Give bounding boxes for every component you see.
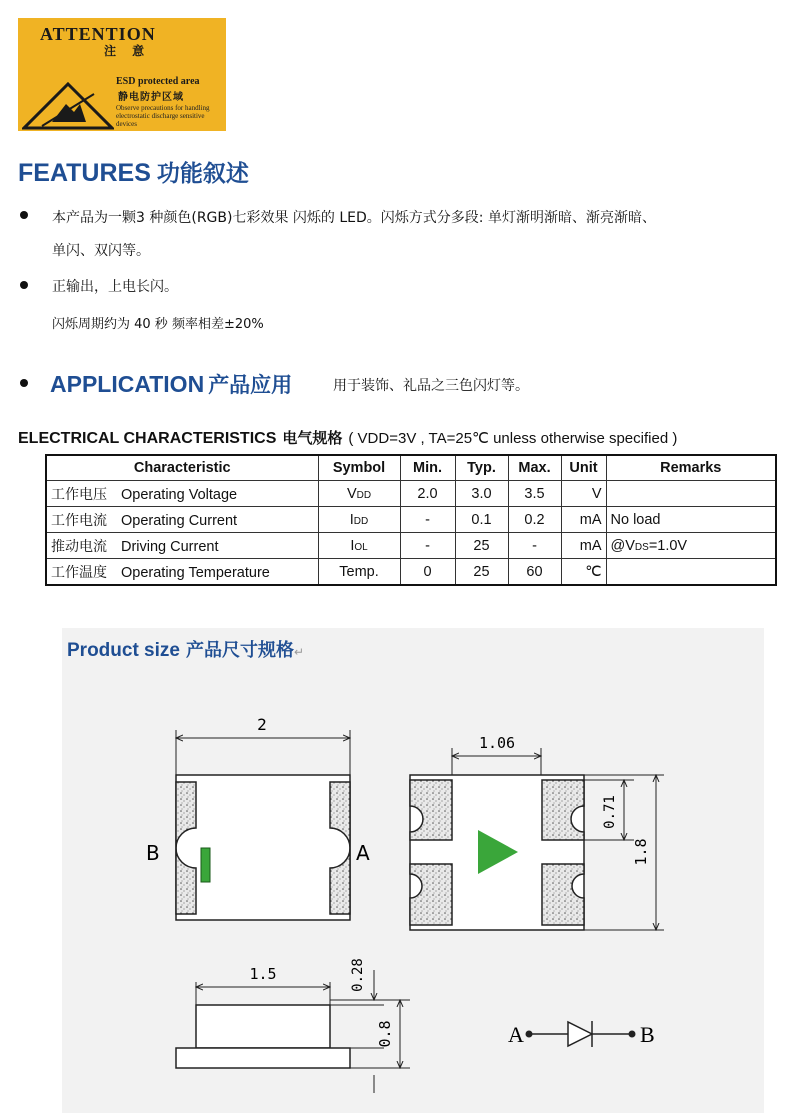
- cell-unit: mA: [561, 533, 606, 559]
- characteristic-cn: 工作电流: [51, 512, 107, 529]
- characteristic-en: Operating Current: [121, 512, 238, 529]
- remarks-pre: No load: [610, 511, 661, 528]
- symbol-main: I: [349, 511, 354, 528]
- characteristic-en: Operating Voltage: [121, 486, 238, 503]
- esd-protected-text: ESD protected area: [116, 76, 200, 87]
- characteristic-cn: 工作电压: [51, 486, 107, 503]
- top-view: [146, 715, 370, 920]
- electrical-title-en: ELECTRICAL CHARACTERISTICS: [18, 430, 277, 447]
- diode-icon: [568, 1022, 592, 1046]
- esd-protected-cn: 静电防护区域: [118, 92, 184, 103]
- features-heading-en: FEATURES: [18, 159, 151, 187]
- esd-title-cn: 注 意: [104, 44, 151, 58]
- characteristic-en: Operating Temperature: [121, 564, 270, 581]
- col-header-unit: Unit: [561, 455, 606, 481]
- dim-width: 2: [257, 715, 267, 734]
- feature-1-line-1: 本产品为一颗3 种颜色(RGB)七彩效果 闪烁的 LED。闪烁方式分多段: 单灯渐明渐暗、渐亮渐暗、: [52, 210, 656, 226]
- remarks-sub: DS: [634, 541, 649, 553]
- col-header-typ: Typ.: [455, 455, 508, 481]
- return-mark: ↵: [293, 645, 305, 659]
- schematic-label-b: B: [640, 1022, 655, 1047]
- esd-observe-text: Observe precautions for handling electrostatic discharge sensitive devices: [116, 104, 210, 128]
- esd-title: ATTENTION: [40, 24, 156, 44]
- cell-typ: 25: [455, 559, 508, 586]
- cell-max: 3.5: [508, 481, 561, 507]
- cell-max: -: [508, 533, 561, 559]
- application-heading-cn: 产品应用: [208, 373, 293, 397]
- application-heading-en: APPLICATION: [50, 371, 205, 397]
- symbol-main: I: [350, 537, 355, 554]
- electrical-title-cn: 电气规格: [282, 429, 343, 447]
- diode-schematic: [508, 1021, 655, 1047]
- features-heading-cn: 功能叙述: [156, 161, 249, 187]
- label-b: B: [146, 841, 160, 865]
- bottom-view: [410, 734, 664, 930]
- col-header-remarks: Remarks: [606, 455, 776, 481]
- col-header-characteristic: Characteristic: [46, 455, 318, 481]
- cell-typ: 0.1: [455, 507, 508, 533]
- cell-unit: mA: [561, 507, 606, 533]
- cell-min: -: [400, 533, 455, 559]
- dim-height: 1.8: [632, 838, 650, 866]
- feature-2: 正输出，上电长闪。: [52, 279, 178, 295]
- remarks-pre: @V: [610, 537, 635, 554]
- cell-max: 60: [508, 559, 561, 586]
- characteristic-cn: 推动电流: [51, 538, 107, 555]
- col-header-max: Max.: [508, 455, 561, 481]
- schematic-label-a: A: [508, 1022, 524, 1047]
- dim-top: 0.28: [350, 958, 366, 992]
- led-chip-mark: [201, 848, 210, 882]
- application-text: 用于装饰、礼品之三色闪灯等。: [333, 378, 529, 394]
- cell-max: 0.2: [508, 507, 561, 533]
- electrical-conditions: ( VDD=3V , TA=25℃ unless otherwise specified ): [348, 430, 678, 447]
- product-size-heading-en: Product size: [67, 640, 180, 661]
- side-view: [176, 958, 410, 1093]
- dim-side-width: 1.5: [249, 965, 277, 983]
- col-header-symbol: Symbol: [318, 455, 400, 481]
- dim-pad-h: 0.71: [602, 795, 618, 829]
- remarks-post: =1.0V: [648, 537, 688, 554]
- col-header-min: Min.: [400, 455, 455, 481]
- label-a: A: [356, 841, 370, 865]
- cell-min: 2.0: [400, 481, 455, 507]
- feature-2-sub: 闪烁周期约为 40 秒 频率相差±20%: [52, 317, 264, 332]
- symbol-main: V: [346, 485, 357, 502]
- cell-min: -: [400, 507, 455, 533]
- dim-body: 0.8: [376, 1020, 394, 1048]
- symbol-sub: OL: [354, 541, 368, 553]
- cell-min: 0: [400, 559, 455, 586]
- symbol-sub: DD: [353, 515, 369, 527]
- symbol-main: Temp.: [339, 563, 379, 580]
- cell-typ: 25: [455, 533, 508, 559]
- cell-typ: 3.0: [455, 481, 508, 507]
- cell-unit: ℃: [561, 559, 606, 586]
- symbol-sub: DD: [356, 489, 372, 501]
- cell-unit: V: [561, 481, 606, 507]
- characteristic-en: Driving Current: [121, 538, 219, 555]
- dim-pad: 1.06: [478, 734, 516, 752]
- product-size-heading-cn: 产品尺寸规格: [185, 640, 294, 661]
- characteristic-cn: 工作温度: [51, 564, 107, 581]
- feature-1-line-2: 单闪、双闪等。: [52, 243, 150, 259]
